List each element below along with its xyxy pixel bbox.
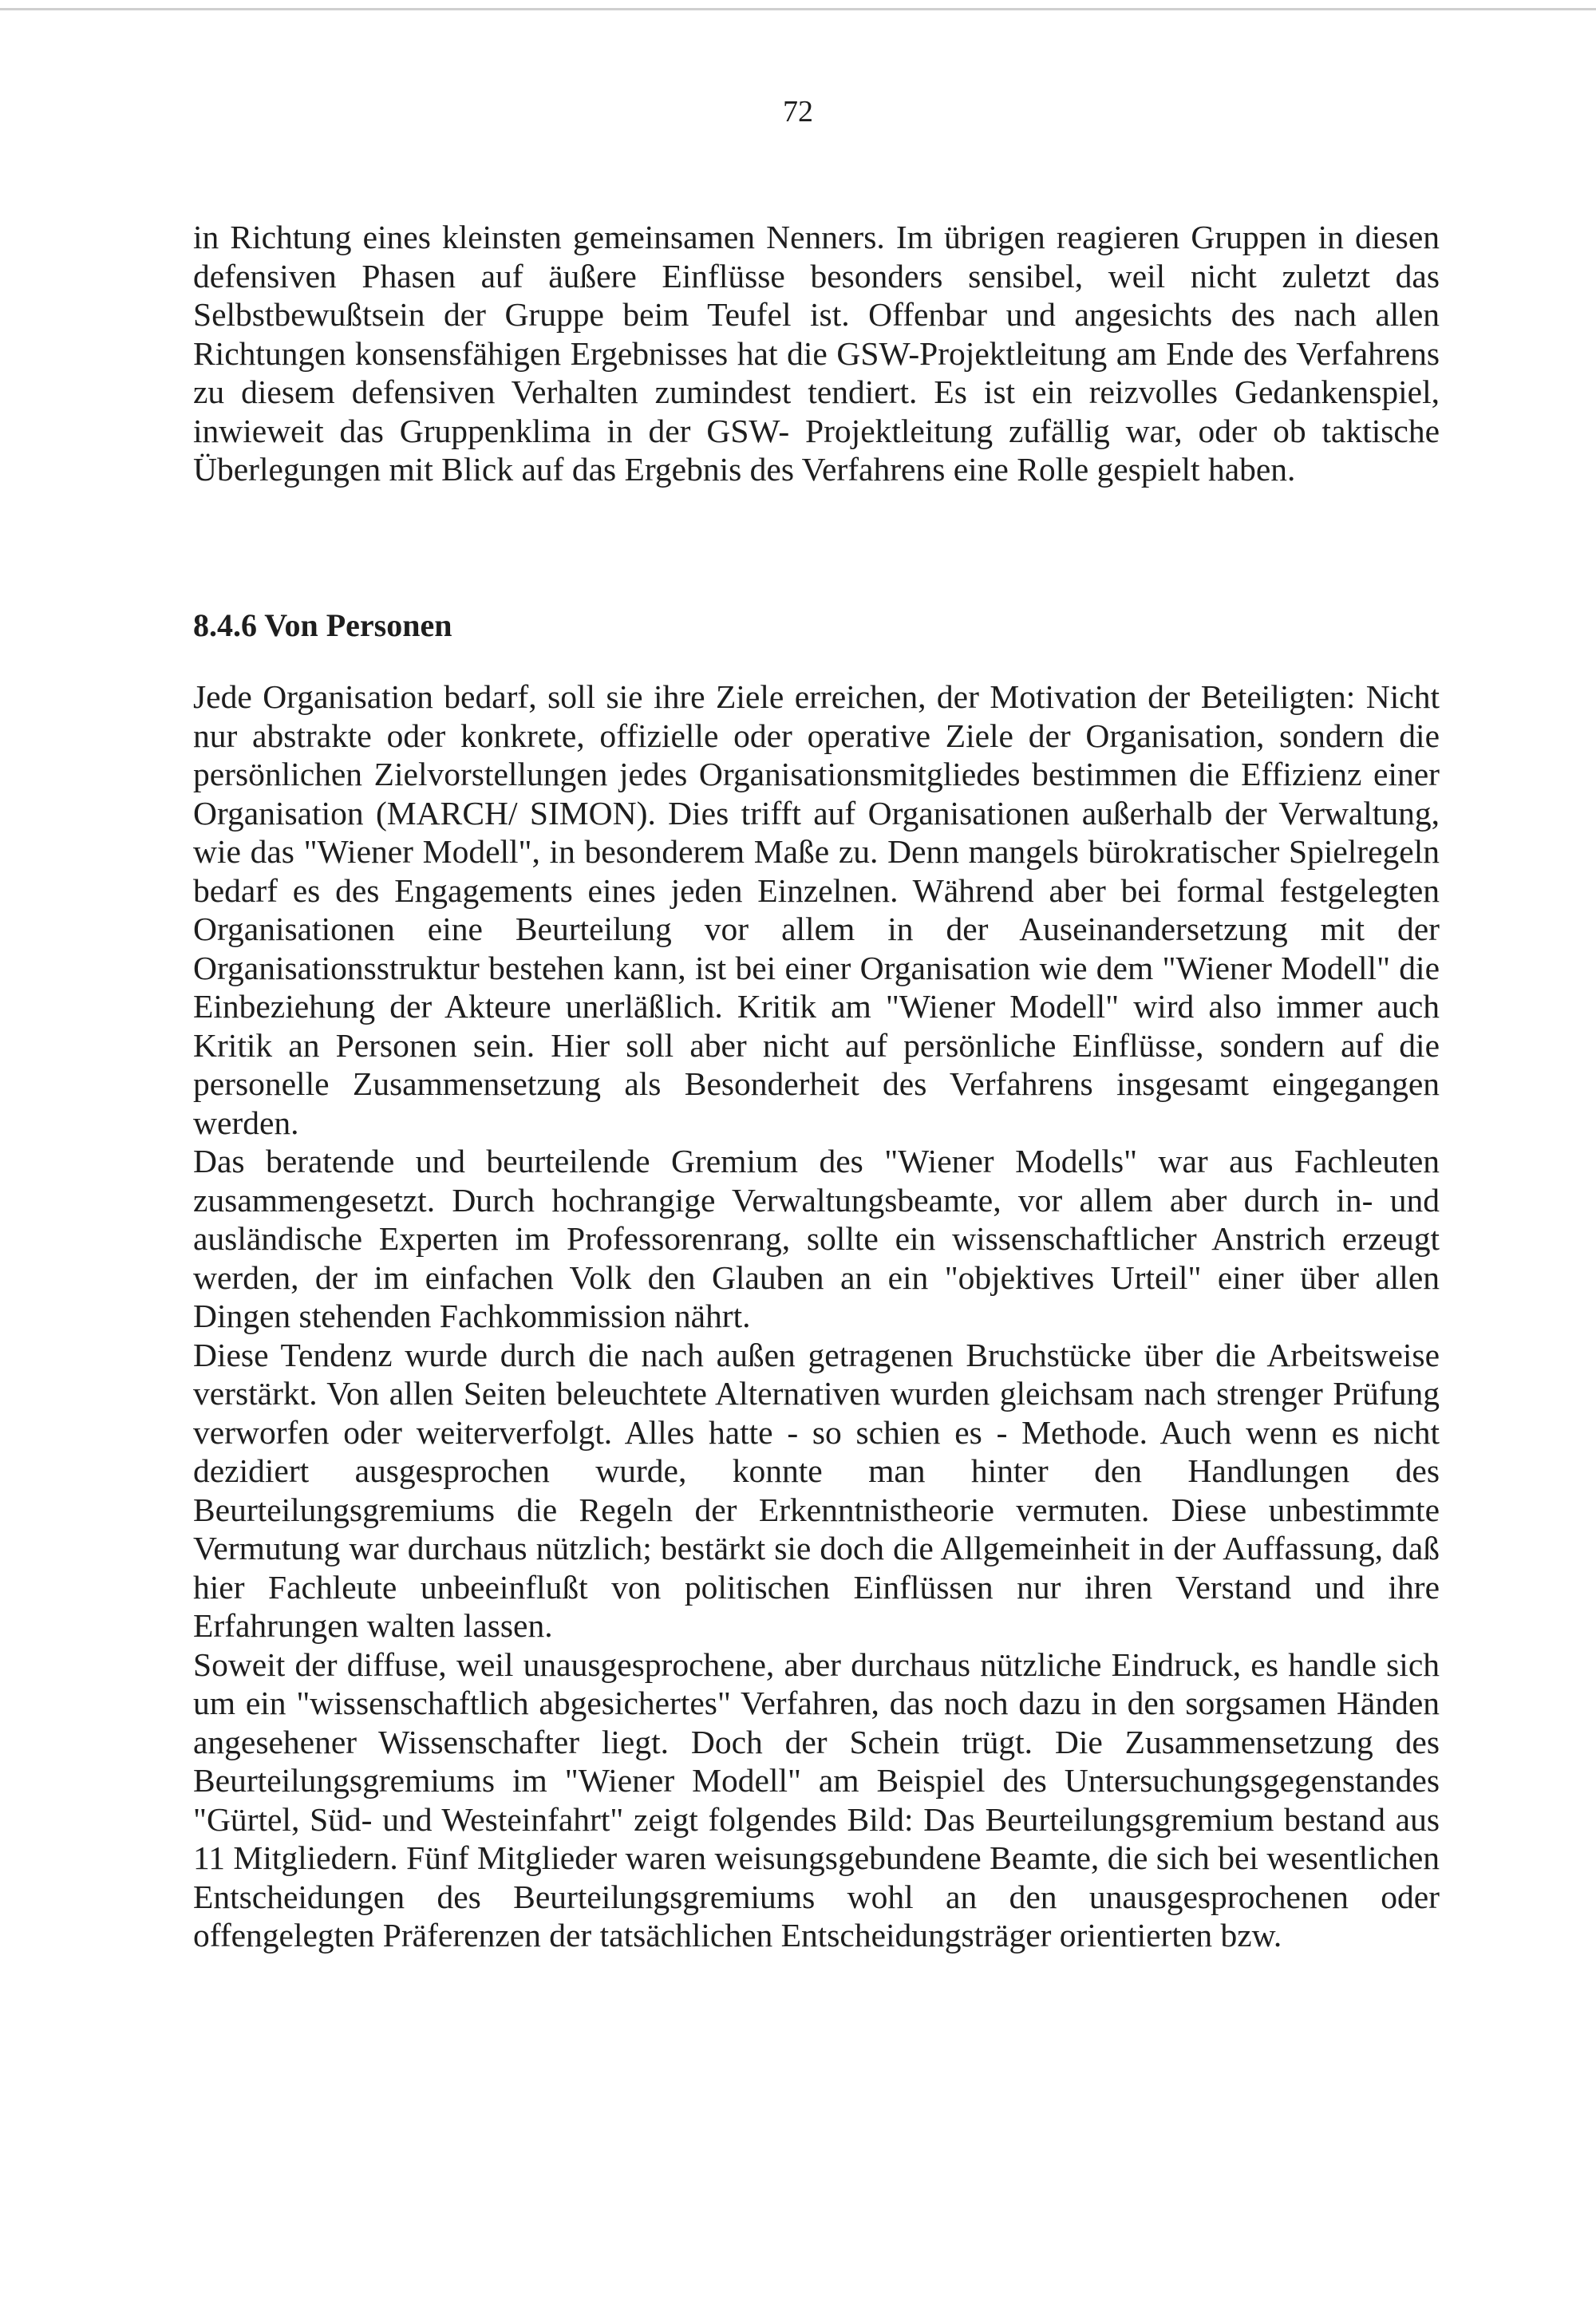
section-body [193,678,1440,1955]
section-heading: 8.4.6 Von Personen [193,607,452,643]
body-paragraph-1: Jede Organisation bedarf, soll sie ihre Ziele erreichen, der Motivation der Beteiligten: Nicht nur abstrakte oder konkrete, offizielle oder operative Ziele der Organisation, sondern die persönlichen Zielvorstellungen jedes Organisationsmitgliedes bestimmen die Effizienz einer Organisation (MARCH/ SIMON). Dies trifft auf Organisationen außerhalb der Verwaltung, wie das "Wiener Modell", in besonderem Maße zu. Denn mangels bürokratischer Spielregeln bedarf es des Engagements eines jeden Einzelnen. Während aber bei formal festgelegten Organisationen eine Beurteilung vor allem in der Auseinandersetzung mit der Organisationsstruktur bestehen kann, ist bei einer Organisation wie dem "Wiener Modell" die Einbeziehung der Akteure unerläßlich. Kritik am "Wiener Modell" wird also immer auch Kritik an Personen sein. Hier soll aber nicht auf persönliche Einflüsse, sondern auf die personelle Zusammensetzung als Besonderheit des Verfahrens insgesamt eingegangen werden. [193,678,1440,1141]
intro-paragraph: in Richtung eines kleinsten gemeinsamen Nenners. Im übrigen reagieren Gruppen in diesen defensiven Phasen auf äußere Einflüsse besonders sensibel, weil nicht zuletzt das Selbstbewußtsein der Gruppe beim Teufel ist. Offenbar und angesichts des nach allen Richtungen konsensfähigen Ergebnisses hat die GSW-Projektleitung am Ende des Verfahrens zu diesem defensiven Verhalten zumindest tendiert. Es ist ein reizvolles Gedankenspiel, inwieweit das Gruppenklima in der GSW- Projektleitung zufällig war, oder ob taktische Überlegungen mit Blick auf das Ergebnis des Verfahrens eine Rolle gespielt haben. [193,219,1440,488]
body-paragraph-2: Das beratende und beurteilende Gremium des "Wiener Modells" war aus Fachleuten zusammengesetzt. Durch hochrangige Verwaltungsbeamte, vor allem aber durch in- und ausländische Experten im Professorenrang, sollte ein wissenschaftlicher Anstrich erzeugt werden, der im einfachen Volk den Glauben an ein "objektives Urteil" einer über allen Dingen stehenden Fachkommission nährt. [193,1143,1440,1334]
intro-text-block [193,218,1440,489]
body-paragraph-3: Diese Tendenz wurde durch die nach außen getragenen Bruchstücke über die Arbeitsweise verstärkt. Von allen Seiten beleuchtete Alternativen wurden gleichsam nach strenger Prüfung verworfen oder weiterverfolgt. Alles hatte - so schien es - Methode. Auch wenn es nicht dezidiert ausgesprochen wurde, konnte man hinter den Handlungen des Beurteilungsgremiums die Regeln der Erkenntnistheorie vermuten. Diese unbestimmte Vermutung war durchaus nützlich; bestärkt sie doch die Allgemeinheit in der Auffassung, daß hier Fachleute unbeeinflußt von politischen Einflüssen nur ihren Verstand und ihre Erfahrungen walten lassen. [193,1336,1440,1644]
body-paragraph-4: Soweit der diffuse, weil unausgesprochene, aber durchaus nützliche Eindruck, es handle sich um ein "wissenschaftlich abgesichertes" Verfahren, das noch dazu in den sorgsamen Händen angesehener Wissenschafter liegt. Doch der Schein trügt. Die Zusammensetzung des Beurteilungsgremiums im "Wiener Modell" am Beispiel des Untersuchungsgegenstandes "Gürtel, Süd- und Westeinfahrt" zeigt folgendes Bild: Das Beurteilungsgremium bestand aus 11 Mitgliedern. Fünf Mitglieder waren weisungsgebundene Beamte, die sich bei wesentlichen Entscheidungen des Beurteilungsgremiums wohl an den unausgesprochenen oder offengelegten Präferenzen der tatsächlichen Entscheidungsträger orientierten bzw. [193,1645,1440,1954]
page-number: 72 [783,95,813,128]
top-edge-rule [0,8,1596,10]
